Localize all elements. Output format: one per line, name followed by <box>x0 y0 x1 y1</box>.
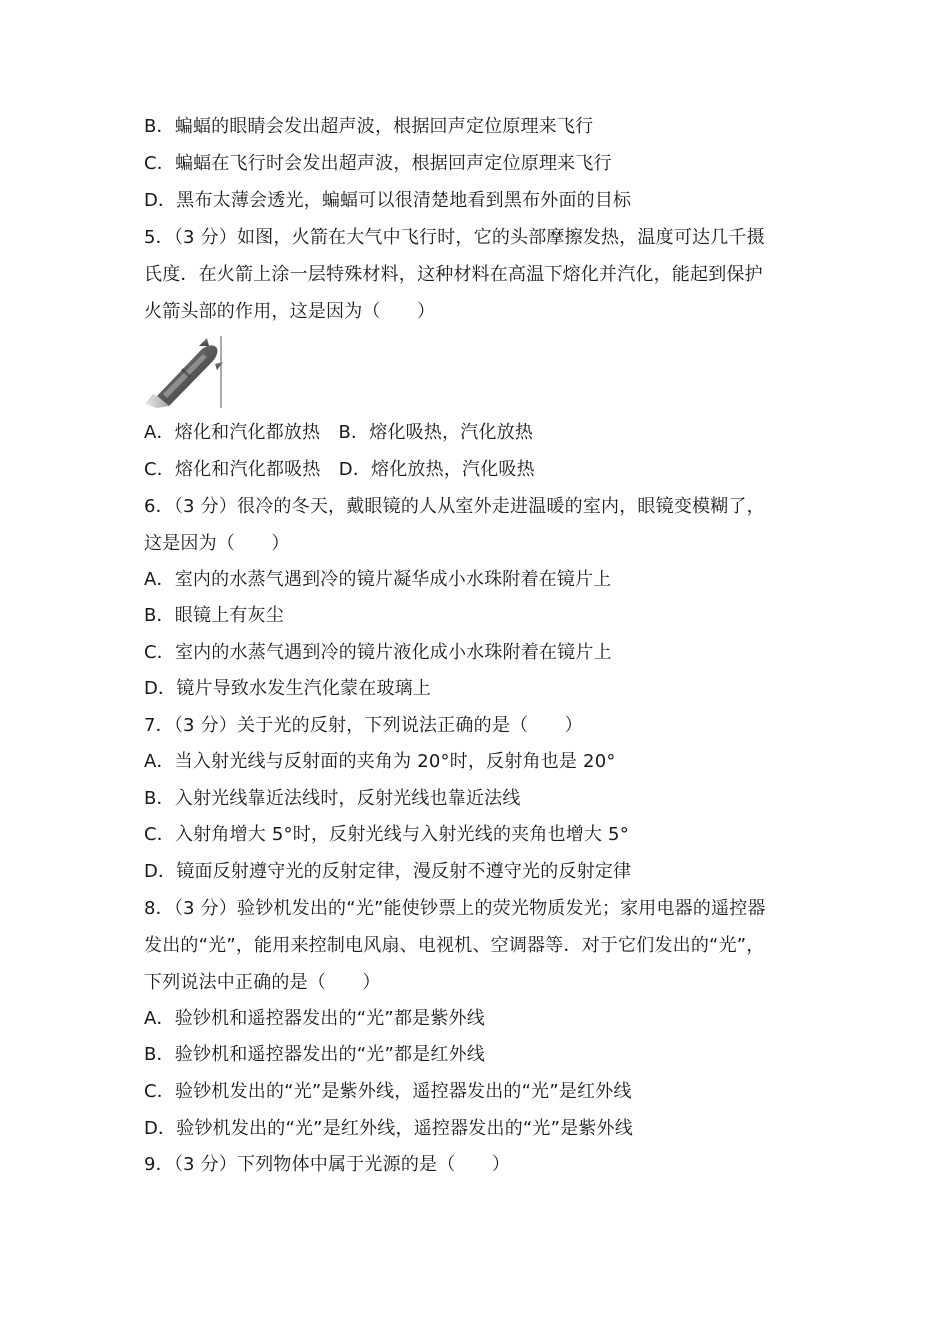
q8-stem-line-3: 下列说法中正确的是（ ） <box>144 972 381 993</box>
q8-stem-line-1: 8．（3 分）验钞机发出的“光”能使钞票上的荧光物质发光；家用电器的遥控器 <box>144 898 766 919</box>
q4-option-c: C．蝙蝠在飞行时会发出超声波，根据回声定位原理来飞行 <box>144 153 612 174</box>
q7-stem: 7．（3 分）关于光的反射，下列说法正确的是（ ） <box>144 715 583 736</box>
q7-option-c: C．入射角增大 5°时，反射光线与入射光线的夹角也增大 5° <box>144 824 629 845</box>
q7-option-b: B．入射光线靠近法线时，反射光线也靠近法线 <box>144 788 521 809</box>
q7-option-a: A．当入射光线与反射面的夹角为 20°时，反射角也是 20° <box>144 751 616 772</box>
q8-option-c: C．验钞机发出的“光”是紫外线，遥控器发出的“光”是红外线 <box>144 1081 632 1102</box>
q8-option-a: A．验钞机和遥控器发出的“光”都是紫外线 <box>144 1008 485 1029</box>
q9-stem: 9．（3 分）下列物体中属于光源的是（ ） <box>144 1154 511 1175</box>
q5-options-row-1: A．熔化和汽化都放热 B．熔化吸热，汽化放热 <box>144 422 534 443</box>
q8-option-d: D．验钞机发出的“光”是红外线，遥控器发出的“光”是紫外线 <box>144 1118 633 1139</box>
q4-option-d: D．黑布太薄会透光，蝙蝠可以很清楚地看到黑布外面的目标 <box>144 190 632 211</box>
q5-stem-line-1: 5．（3 分）如图，火箭在大气中飞行时，它的头部摩擦发热，温度可达几千摄 <box>144 227 765 248</box>
q5-stem-line-2: 氏度．在火箭上涂一层特殊材料，这种材料在高温下熔化并汽化，能起到保护 <box>144 264 763 285</box>
q8-option-b: B．验钞机和遥控器发出的“光”都是红外线 <box>144 1044 485 1065</box>
q5-stem-line-3: 火箭头部的作用，这是因为（ ） <box>144 301 436 322</box>
q8-stem-line-2: 发出的“光”，能用来控制电风扇、电视机、空调器等．对于它们发出的“光”， <box>144 935 765 956</box>
q7-option-d: D．镜面反射遵守光的反射定律，漫反射不遵守光的反射定律 <box>144 861 632 882</box>
q4-option-b: B．蝙蝠的眼睛会发出超声波，根据回声定位原理来飞行 <box>144 116 594 137</box>
q6-option-b: B．眼镜上有灰尘 <box>144 605 284 626</box>
q6-option-a: A．室内的水蒸气遇到冷的镜片凝华成小水珠附着在镜片上 <box>144 569 612 590</box>
q6-option-d: D．镜片导致水发生汽化蒙在玻璃上 <box>144 678 432 699</box>
q6-stem-line-1: 6．（3 分）很冷的冬天，戴眼镜的人从室外走进温暖的室内，眼镜变模糊了， <box>144 496 765 517</box>
q6-option-c: C．室内的水蒸气遇到冷的镜片液化成小水珠附着在镜片上 <box>144 642 612 663</box>
q6-stem-line-2: 这是因为（ ） <box>144 533 290 554</box>
q5-options-row-2: C．熔化和汽化都吸热 D．熔化放热，汽化吸热 <box>144 459 535 480</box>
rocket-icon <box>143 336 225 408</box>
